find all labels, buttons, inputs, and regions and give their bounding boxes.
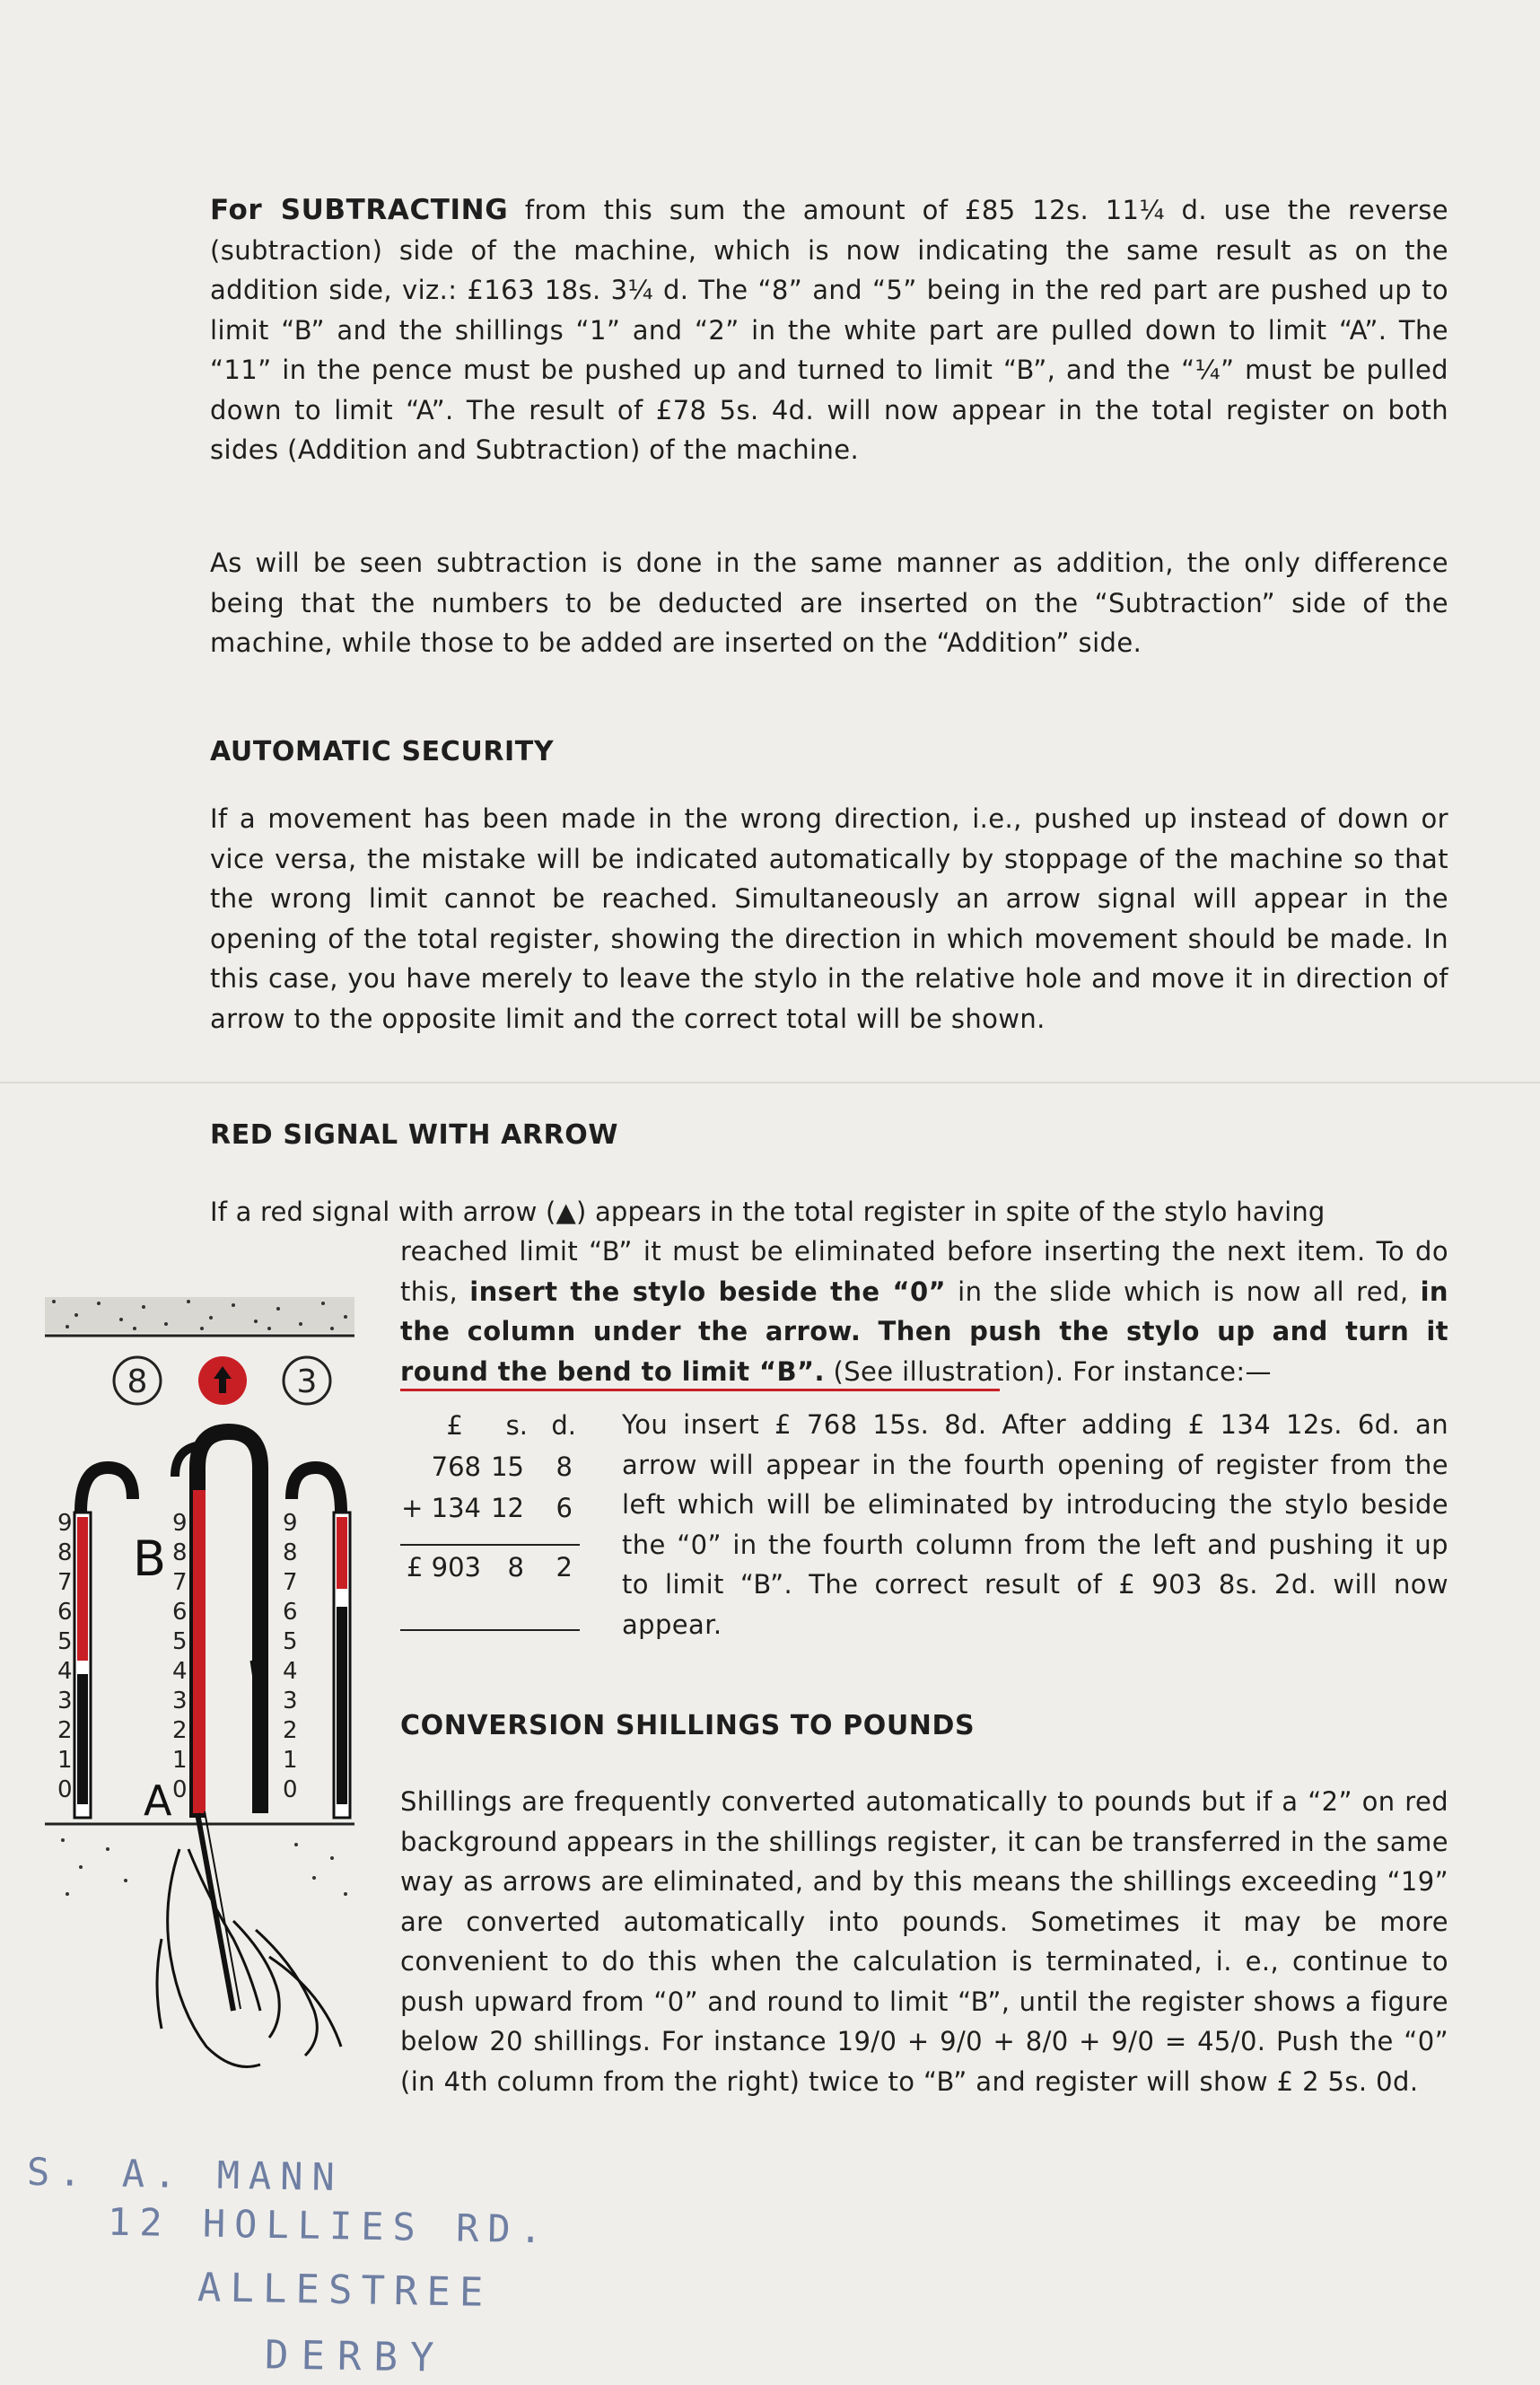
red-underline (400, 1389, 1000, 1391)
digit-middle: 1 (172, 1747, 188, 1774)
column-middle (175, 1432, 262, 1818)
subtracting-lead: For SUBTRACTING (210, 194, 509, 226)
calc-header-pounds: £ (446, 1410, 463, 1441)
calc-cell: 6 (556, 1493, 573, 1523)
conversion-text: Shillings are frequently converted automatically to pounds but if a “2” on red background appears in the shillings register, it can be transferred in the same way as arrows are eliminated, and by this means the shillings exceeding “19” are converted automatically into pounds. Sometimes it may be more convenient to do this when the calculation is terminated, i. e., continue to push upward from “0” and round to limit “B”, until the register shows a figure below 20 shillings. For instance 19/0 + 9/0 + 8/0 + 9/0 = 45/0. Push the “0” (in 4th column from the right) twice to “B” and register will show £ 2 5s. 0d. (400, 1786, 1448, 2097)
calc-header-row (400, 1405, 580, 1446)
digit-right: 1 (283, 1747, 298, 1774)
digit-middle: 9 (172, 1510, 188, 1537)
digit-right: 4 (283, 1658, 298, 1685)
subtraction-note: As will be seen subtraction is done in the same manner as addition, the only difference being that the numbers to be deducted are inserted on the “Subtraction” side of the machine, while those to be added are inserted on the “Addition” side. (210, 548, 1448, 658)
handwritten-street: 12 HOLLIES RD. (107, 2199, 552, 2252)
right-disc-number: 3 (296, 1363, 318, 1400)
limit-a-label: A (144, 1776, 172, 1825)
digit-left: 8 (57, 1539, 73, 1566)
digit-right: 9 (283, 1510, 298, 1537)
left-disc-number: 8 (127, 1363, 148, 1400)
red-signal-p2: in the slide which is now all red, (945, 1276, 1421, 1307)
calc-cell: 2 (556, 1552, 573, 1583)
calc-header-pence: d. (551, 1410, 576, 1441)
calc-cell: 12 (491, 1493, 524, 1523)
limit-b-label: B (133, 1530, 167, 1587)
calc-row-1 (400, 1446, 580, 1487)
digit-middle: 3 (172, 1688, 188, 1714)
handwritten-town: ALLESTREE (197, 2265, 493, 2316)
digit-right: 2 (283, 1717, 298, 1744)
digit-left: 1 (57, 1747, 73, 1774)
digit-middle: 5 (172, 1628, 188, 1655)
column-right (292, 1468, 350, 1818)
handwritten-name: S. A. MANN (26, 2149, 345, 2200)
example-text: You insert £ 768 15s. 8d. After adding £ 134 12s. 6d. an arrow will appear in the fourth opening of register from the left which will be eliminated by introducing the stylo beside the “0” in the fourth column from the left and pushing it up to limit “B”. The correct result of £ 903 8s. 2d. will now appear. (622, 1409, 1448, 1640)
digit-right: 5 (283, 1628, 298, 1655)
calc-cell: 8 (507, 1552, 524, 1583)
digit-middle: 0 (172, 1776, 188, 1803)
column-left (74, 1468, 133, 1818)
digit-left: 9 (57, 1510, 73, 1537)
digit-right: 7 (283, 1569, 298, 1596)
stipple-top (45, 1297, 354, 1333)
digit-left: 0 (57, 1776, 73, 1803)
digit-right: 3 (283, 1688, 298, 1714)
calc-rule (400, 1629, 580, 1631)
red-signal-p3: (See illustration). For instance:— (824, 1355, 1272, 1387)
red-signal-p1: reached limit “B” it must be eliminated before inserting the next item. To do this, (400, 1236, 1448, 1307)
red-signal-heading: RED SIGNAL WITH ARROW (210, 1119, 619, 1151)
calc-total-row (400, 1547, 580, 1588)
red-signal-b2: in the column under the arrow. Then push the stylo up and turn it round the bend to limit “B”. (400, 1276, 1448, 1387)
red-signal-b1: insert the stylo beside the “0” (469, 1276, 946, 1307)
calc-cell: £ 903 (406, 1552, 481, 1583)
digit-middle: 2 (172, 1717, 188, 1744)
digit-left: 5 (57, 1628, 73, 1655)
digit-left: 6 (57, 1599, 73, 1626)
calc-cell: 15 (491, 1451, 524, 1482)
calc-cell: 768 (431, 1451, 481, 1482)
subtracting-paragraph (210, 190, 1448, 470)
red-signal-paragraph (400, 1232, 1448, 1391)
calc-rule (400, 1544, 580, 1546)
conversion-heading: CONVERSION SHILLINGS TO POUNDS (400, 1710, 976, 1741)
automatic-security-heading: AUTOMATIC SECURITY (210, 736, 555, 767)
digit-left: 7 (57, 1569, 73, 1596)
digit-right: 0 (283, 1776, 298, 1803)
calculation-table (400, 1405, 580, 1588)
calc-row-2 (400, 1487, 580, 1529)
calc-header-shillings: s. (505, 1410, 528, 1441)
digit-middle: 6 (172, 1599, 188, 1626)
digit-middle: 7 (172, 1569, 188, 1596)
digit-middle: 8 (172, 1539, 188, 1566)
subtracting-text: from this sum the amount of £85 12s. 11¼ d. use the reverse (subtraction) side of the machine, which is now indicating the same result as on the addition side, viz.: £163 18s. 3¼ d. The “8” and “5” being in the red part are pushed up to limit “B” and the shillings “1” and “2” in the white part are pulled down to limit “A”. The “11” in the pence must be pushed up and turned to limit “B”, and the “¼” must be pulled down to limit “A”. The result of £78 5s. 4d. will now appear in the total register on both sides (Addition and Subtraction) of the machine. (210, 195, 1448, 465)
digit-right: 8 (283, 1539, 298, 1566)
digit-left: 3 (57, 1688, 73, 1714)
calc-cell: + 134 (401, 1493, 481, 1523)
digit-left: 4 (57, 1658, 73, 1685)
automatic-security-text: If a movement has been made in the wrong direction, i.e., pushed up instead of down or vice versa, the mistake will be indicated automatically by stoppage of the machine so that the wrong limit cannot be reached. Simultaneously an arrow signal will appear in the opening of the total register, showing the direction in which movement should be made. In this case, you have merely to leave the stylo in the relative hole and move it in direction of arrow to the opposite limit and the correct total will be shown. (210, 803, 1448, 1034)
paper-fold (0, 1082, 1540, 1083)
hand-with-stylo (157, 1811, 341, 2067)
handwritten-city: DERBY (264, 2332, 447, 2381)
digit-middle: 4 (172, 1658, 188, 1685)
stylo-illustration (27, 1275, 368, 2100)
digit-left: 2 (57, 1717, 73, 1744)
red-signal-line1: If a red signal with arrow (▲) appears in the total register in spite of the stylo having (210, 1197, 1326, 1227)
digit-right: 6 (283, 1599, 298, 1626)
calc-cell: 8 (556, 1451, 573, 1482)
